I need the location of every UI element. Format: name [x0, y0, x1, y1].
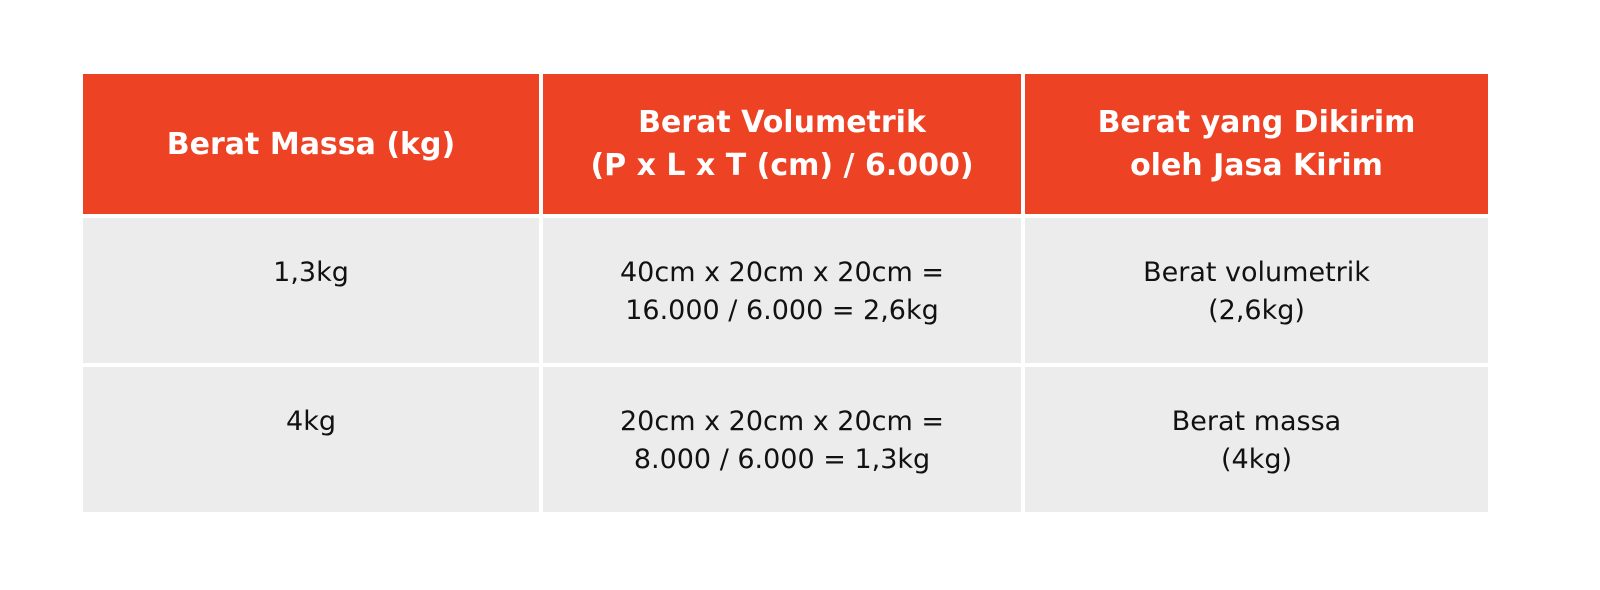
table-cell-shipped	[1025, 367, 1488, 512]
cell-text: 20cm x 20cm x 20cm =	[620, 406, 944, 437]
cell-text: 4kg	[286, 406, 336, 437]
table-cell-mass	[83, 367, 539, 512]
header-cell-volumetric-weight	[543, 74, 1021, 214]
weight-comparison-table	[83, 74, 1515, 512]
header-text: oleh Jasa Kirim	[1130, 148, 1383, 183]
cell-text: (4kg)	[1220, 444, 1293, 475]
cell-text: Berat volumetrik	[1143, 257, 1370, 288]
table-cell-mass	[83, 218, 539, 363]
cell-text: 1,3kg	[273, 257, 349, 288]
header-text: Berat Massa (kg)	[166, 126, 456, 162]
table-cell-volumetric	[543, 367, 1021, 512]
header-text: (P x L x T (cm) / 6.000)	[590, 148, 974, 183]
header-cell-mass-weight	[83, 74, 539, 214]
cell-text: 40cm x 20cm x 20cm =	[620, 257, 944, 288]
cell-text: Berat massa	[1171, 406, 1342, 437]
table-cell-volumetric	[543, 218, 1021, 363]
cell-text: 16.000 / 6.000 = 2,6kg	[625, 295, 939, 326]
header-text: Berat Volumetrik	[638, 105, 926, 140]
header-cell-shipped-weight	[1025, 74, 1488, 214]
table-cell-shipped	[1025, 218, 1488, 363]
cell-text: (2,6kg)	[1208, 295, 1305, 326]
header-text: Berat yang Dikirim	[1097, 105, 1416, 140]
cell-text: 8.000 / 6.000 = 1,3kg	[633, 444, 931, 475]
